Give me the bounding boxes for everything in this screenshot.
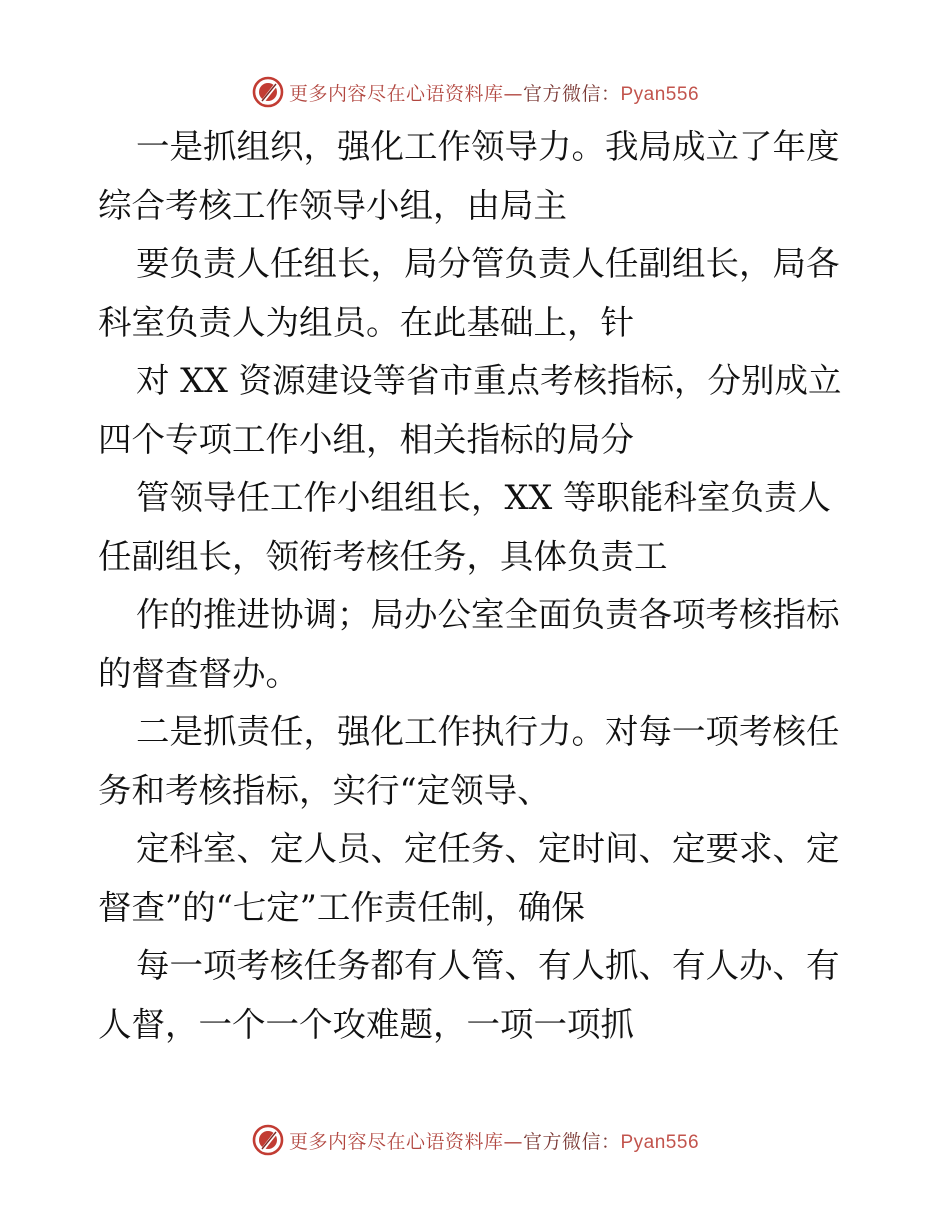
text-line: 每一项考核任务都有人管、有人抓、有人办、有 (136, 946, 840, 985)
text-line: 一是抓组织，强化工作领导力。我局成立了年度 (136, 127, 840, 166)
text-line: 定科室、定人员、定任务、定时间、定要求、定 (136, 829, 840, 868)
quill-logo-icon (251, 1123, 285, 1157)
text-line: 的督查督办。 (98, 653, 299, 693)
watermark-text: 更多内容尽在心语资料库—官方微信：Pyan556 (288, 82, 700, 105)
text-line: 务和考核指标，实行“定领导、 (98, 770, 551, 810)
watermark-text: 更多内容尽在心语资料库—官方微信：Pyan556 (288, 1130, 700, 1153)
text-line: 四个专项工作小组，相关指标的局分 (98, 419, 634, 459)
header-watermark (0, 72, 950, 112)
text-line: 综合考核工作领导小组，由局主 (98, 185, 567, 225)
text-line: 管领导任工作小组组长，XX 等职能科室负责人 (136, 478, 831, 517)
text-line: 任副组长，领衔考核任务，具体负责工 (98, 536, 668, 576)
text-line: 科室负责人为组员。在此基础上，针 (98, 302, 634, 342)
text-line: 作的推进协调；局办公室全面负责各项考核指标 (136, 595, 840, 634)
footer-watermark (0, 1120, 950, 1160)
document-body (98, 118, 858, 1054)
text-line: 对 XX 资源建设等省市重点考核指标，分别成立 (136, 361, 842, 400)
text-line: 督查”的“七定”工作责任制，确保 (98, 887, 585, 927)
text-line: 人督，一个一个攻难题，一项一项抓 (98, 1004, 634, 1044)
text-line: 二是抓责任，强化工作执行力。对每一项考核任 (136, 712, 840, 751)
quill-logo-icon (251, 75, 285, 109)
text-line: 要负责人任组长，局分管负责人任副组长，局各 (136, 244, 840, 283)
